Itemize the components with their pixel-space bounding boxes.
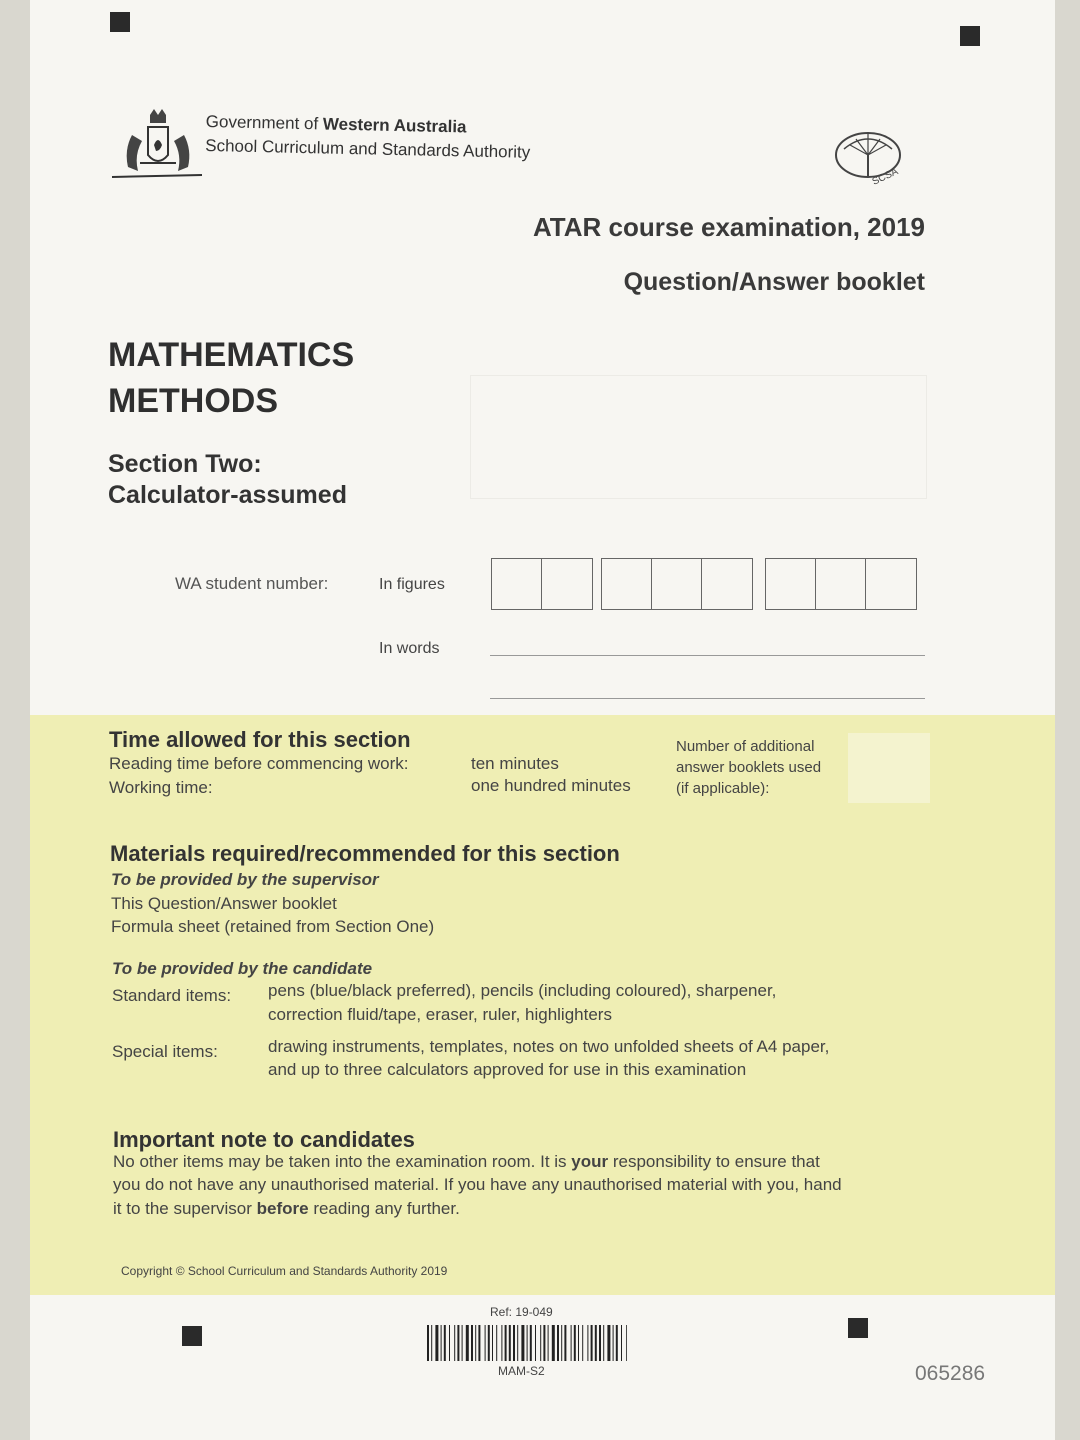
- subject-line1: MATHEMATICS: [108, 336, 355, 374]
- registration-mark-top-right: [960, 26, 980, 46]
- reading-time-value: ten minutes: [471, 754, 559, 773]
- standard-items-line1: pens (blue/black preferred), pencils (including coloured), sharpener,: [268, 981, 777, 1000]
- barcode-bar: [478, 1325, 480, 1361]
- barcode-bar: [530, 1325, 532, 1361]
- materials-heading: Materials required/recommended for this section: [110, 841, 620, 866]
- additional-line3: (if applicable):: [676, 780, 770, 797]
- registration-mark-top-left: [110, 12, 130, 32]
- barcode-bar: [613, 1325, 614, 1361]
- barcode-bar: [492, 1325, 493, 1361]
- standard-items-label: Standard items:: [112, 986, 232, 1005]
- scsa-logo-icon: [830, 125, 910, 190]
- candidate-heading: To be provided by the candidate: [112, 959, 373, 978]
- barcode-bar: [444, 1325, 446, 1361]
- barcode-bar: [552, 1325, 555, 1361]
- reference-number: Ref: 19-049: [490, 1305, 553, 1319]
- barcode-bar: [471, 1325, 473, 1361]
- barcode-bar: [431, 1325, 432, 1361]
- government-heading: [205, 110, 531, 165]
- barcode-bar: [435, 1325, 438, 1361]
- student-number-group-2[interactable]: [601, 558, 753, 610]
- barcode-bar: [626, 1325, 627, 1361]
- important-line1-a: No other items may be taken into the examination room. It is: [113, 1152, 572, 1171]
- important-line3-b: reading any further.: [308, 1199, 460, 1218]
- student-number-group-1[interactable]: [491, 558, 593, 610]
- barcode-bar: [621, 1325, 622, 1361]
- important-line1-b: responsibility to ensure that: [608, 1152, 820, 1171]
- barcode-bar: [571, 1325, 572, 1361]
- section-line1: Section Two:: [108, 450, 262, 478]
- student-number-group-3[interactable]: [765, 558, 917, 610]
- barcode-bar: [535, 1325, 536, 1361]
- digit-box[interactable]: [492, 559, 542, 609]
- scsa-logo-text: SCSA: [870, 166, 900, 188]
- barcode-bar: [488, 1325, 490, 1361]
- barcode-bar: [564, 1325, 566, 1361]
- barcode-bar: [616, 1325, 618, 1361]
- special-items-line1: drawing instruments, templates, notes on two unfolded sheets of A4 paper,: [268, 1037, 830, 1056]
- gov-line2: School Curriculum and Standards Authority: [205, 135, 531, 162]
- paper-code: MAM-S2: [498, 1364, 545, 1378]
- in-words-line-2[interactable]: [490, 698, 925, 699]
- important-line2: you do not have any unauthorised material. If you have any unauthorised material with you, hand: [113, 1175, 842, 1194]
- barcode-bar: [591, 1325, 593, 1361]
- barcode-bar: [543, 1325, 545, 1361]
- digit-box[interactable]: [816, 559, 866, 609]
- barcode-bar: [427, 1325, 429, 1361]
- barcode-bar: [513, 1325, 515, 1361]
- additional-line2: answer booklets used: [676, 759, 822, 776]
- barcode-bar: [449, 1325, 450, 1361]
- working-time-value: one hundred minutes: [471, 776, 631, 795]
- special-items-line2: and up to three calculators approved for use in this examination: [268, 1060, 747, 1079]
- digit-box[interactable]: [866, 559, 916, 609]
- barcode-bar: [521, 1325, 524, 1361]
- additional-booklets-box[interactable]: [848, 733, 930, 803]
- additional-line1: Number of additional: [676, 738, 815, 755]
- copyright-text: Copyright © School Curriculum and Standards Authority 2019: [121, 1264, 448, 1278]
- barcode-bar: [454, 1325, 455, 1361]
- section-title: [108, 449, 347, 511]
- registration-mark-bottom-right: [848, 1318, 868, 1338]
- barcode-bar: [561, 1325, 562, 1361]
- supervisor-item-2: Formula sheet (retained from Section One): [111, 917, 435, 936]
- subject-line2: METHODS: [108, 382, 278, 420]
- digit-box[interactable]: [702, 559, 752, 609]
- student-number-label: WA student number:: [175, 574, 329, 593]
- reading-time-label: Reading time before commencing work:: [109, 754, 409, 773]
- barcode-bar: [557, 1325, 559, 1361]
- working-time-label: Working time:: [109, 778, 213, 797]
- barcode-bar: [466, 1325, 469, 1361]
- barcode-bar: [505, 1325, 507, 1361]
- gov-line1-prefix: Government of: [205, 111, 324, 134]
- exam-title: ATAR course examination, 2019: [532, 212, 925, 242]
- digit-box[interactable]: [652, 559, 702, 609]
- barcode-bar: [475, 1325, 476, 1361]
- additional-booklets-label: [676, 736, 821, 799]
- time-heading: Time allowed for this section: [109, 727, 411, 752]
- barcode-bar: [457, 1325, 459, 1361]
- in-words-line-1[interactable]: [490, 655, 925, 656]
- serial-number: 065286: [915, 1362, 986, 1385]
- barcode-bar: [578, 1325, 579, 1361]
- standard-items-line2: correction fluid/tape, eraser, ruler, highlighters: [268, 1005, 612, 1024]
- booklet-title: Question/Answer booklet: [623, 268, 925, 296]
- supervisor-heading: To be provided by the supervisor: [111, 870, 379, 889]
- gov-line1-bold: Western Australia: [322, 114, 467, 137]
- faint-label-area: [470, 375, 927, 499]
- barcode-bar: [582, 1325, 583, 1361]
- barcode-bar: [485, 1325, 486, 1361]
- barcode-bar: [548, 1325, 549, 1361]
- digit-box[interactable]: [766, 559, 816, 609]
- barcode-bar: [462, 1325, 463, 1361]
- barcode-bar: [527, 1325, 528, 1361]
- important-line1-bold: your: [571, 1152, 609, 1171]
- barcode-bar: [587, 1325, 588, 1361]
- supervisor-item-1: This Question/Answer booklet: [111, 894, 337, 913]
- wa-crest-icon: [110, 105, 205, 180]
- barcode-bar: [517, 1325, 518, 1361]
- important-heading: Important note to candidates: [113, 1127, 415, 1152]
- barcode-bar: [509, 1325, 511, 1361]
- registration-mark-bottom-left: [182, 1326, 202, 1346]
- barcode-bar: [574, 1325, 576, 1361]
- section-line2: Calculator-assumed: [108, 481, 347, 509]
- important-line3: [113, 1197, 460, 1220]
- important-line3-bold: before: [256, 1199, 309, 1218]
- exam-cover-page: [30, 0, 1055, 1440]
- barcode-icon: [427, 1325, 627, 1361]
- digit-box[interactable]: [602, 559, 652, 609]
- barcode-bar: [595, 1325, 597, 1361]
- barcode-bar: [496, 1325, 497, 1361]
- barcode-bar: [540, 1325, 541, 1361]
- in-figures-label: In figures: [379, 576, 445, 593]
- digit-box[interactable]: [542, 559, 592, 609]
- important-line1: [113, 1150, 820, 1173]
- barcode-bar: [501, 1325, 502, 1361]
- barcode-bar: [607, 1325, 610, 1361]
- subject-title: [108, 332, 354, 424]
- in-words-label: In words: [379, 640, 440, 657]
- special-items-label: Special items:: [112, 1042, 218, 1061]
- important-line3-a: it to the supervisor: [113, 1199, 257, 1218]
- barcode-bar: [599, 1325, 601, 1361]
- barcode-bar: [603, 1325, 604, 1361]
- barcode-bar: [441, 1325, 442, 1361]
